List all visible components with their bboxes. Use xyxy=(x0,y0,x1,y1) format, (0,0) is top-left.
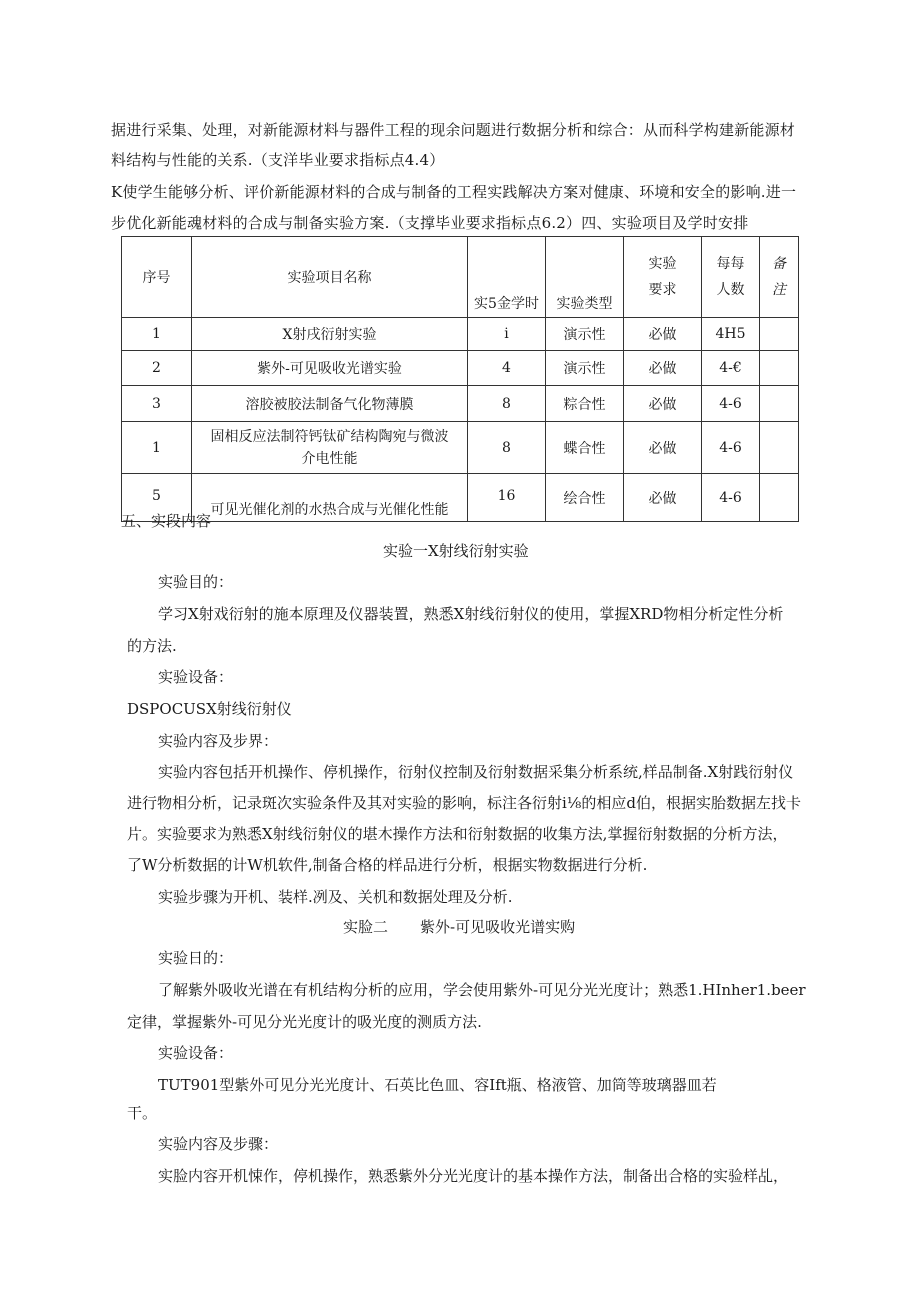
cell-hours: 16 xyxy=(468,474,546,522)
cell-req: 必做 xyxy=(624,422,702,474)
exp2-purpose-line1: 了解紫外吸收光谱在有机结构分析的应用，学会使用紫外-可见分光光度计；熟悉1.HInher1.beer xyxy=(158,981,806,999)
cell-type: 演示性 xyxy=(546,318,624,351)
table-row xyxy=(122,351,799,386)
cell-hours: i xyxy=(468,318,546,351)
header-requirement-line1: 实验 xyxy=(648,256,677,272)
exp2-title-name: 紫外-可见吸收光谱实购 xyxy=(420,918,576,936)
intro-line-2: 料结构与性能的关系.（支洋毕业要求指标点4.4） xyxy=(111,151,445,169)
exp2-content-line1: 实脸内容开机悚作，停机操作，熟悉紫外分光光度计的基本操作方法，制备出合格的实验样乩， xyxy=(158,1167,789,1185)
cell-seq: 5 xyxy=(122,474,192,522)
cell-remark xyxy=(760,351,799,386)
header-name: 实验项目名称 xyxy=(192,237,468,318)
header-people-line2: 人数 xyxy=(716,282,745,298)
header-remark-line1: 备 xyxy=(772,256,786,272)
header-seq: 序号 xyxy=(122,237,192,318)
cell-type: 演示性 xyxy=(546,351,624,386)
cell-people: 4-€ xyxy=(702,351,760,386)
exp2-purpose-label: 实验日的： xyxy=(158,949,234,967)
cell-req: 必做 xyxy=(624,351,702,386)
exp1-equipment: DSPOCUSX射线衍射仪 xyxy=(127,700,292,718)
exp1-steps: 实验步骤为开机、装样.冽及、关机和数据处理及分析. xyxy=(158,888,513,906)
cell-remark xyxy=(760,318,799,351)
cell-name: 紫外-可见吸收光谱实验 xyxy=(192,351,468,386)
cell-name: X射戌衍射实验 xyxy=(192,318,468,351)
cell-type: 蝶合性 xyxy=(546,422,624,474)
table-row xyxy=(122,474,799,522)
cell-name: 溶胶被胶法制备气化物薄膜 xyxy=(192,386,468,422)
table-header-row xyxy=(122,237,799,318)
cell-people: 4H5 xyxy=(702,318,760,351)
cell-seq: 3 xyxy=(122,386,192,422)
cell-name-line1: 固相反应法制符钙钛矿结构陶宛与微波 xyxy=(210,428,449,445)
cell-name xyxy=(192,422,468,474)
header-requirement xyxy=(624,237,702,318)
cell-type: 粽合性 xyxy=(546,386,624,422)
section-heading: 五、实段内容 xyxy=(121,512,212,530)
cell-seq: 2 xyxy=(122,351,192,386)
intro-line-1: 据进行采集、处理，对新能源材料与器件工程的现余问题进行数据分析和综合：从而科学构建新能源材 xyxy=(111,121,796,139)
intro-line-4: 步优化新能魂材料的合成与制备实验方案.（支撑毕业要求指标点6.2）四、实验项目及学时安排 xyxy=(111,214,749,232)
exp1-purpose-line2: 的方法. xyxy=(127,637,177,655)
exp1-title: 实验一X射线衍射实验 xyxy=(383,542,529,560)
exp1-content-label: 实验内容及步界： xyxy=(158,732,279,750)
exp1-equipment-label: 实验设备： xyxy=(158,668,234,686)
cell-req: 必做 xyxy=(624,474,702,522)
exp1-purpose-line1: 学习X射戏衍射的施本原理及仪器装置，熟悉X射线衍射仪的使用，掌握XRD物相分析定性分析 xyxy=(158,605,784,623)
cell-name-line2: 介电性能 xyxy=(301,450,358,467)
cell-seq: 1 xyxy=(122,318,192,351)
header-people-line1: 每每 xyxy=(716,256,745,272)
exp2-purpose-line2: 定律，掌握紫外-可见分光光度计的吸光度的测质方法. xyxy=(127,1013,482,1031)
exp2-equipment-label: 实验设备： xyxy=(158,1044,234,1062)
intro-line-3: K使学生能够分析、评价新能源材料的合成与制备的工程实践解决方案对健康、环境和安全的影响.进一 xyxy=(111,183,797,201)
cell-remark xyxy=(760,474,799,522)
exp1-content-line2: 进行物相分析，记录斑次实验条件及其对实验的影响，标注各衍射i⅛的相应d伯，根据实胎数据左找卡 xyxy=(127,794,801,812)
exp1-content-line4: 了W分析数据的计W机软件,制备合格的样品进行分析，根据实物数据进行分析. xyxy=(127,856,648,874)
header-hours: 实5金学时 xyxy=(468,237,546,318)
exp1-purpose-label: 实验目的： xyxy=(158,573,234,591)
exp1-content-line3: 片。实验要求为熟悉X射线衍射仪的堪木操作方法和衍射数据的收集方法,掌握衍射数据的分析方法， xyxy=(127,825,788,843)
cell-type: 绘合性 xyxy=(546,474,624,522)
cell-people: 4-6 xyxy=(702,474,760,522)
cell-hours: 8 xyxy=(468,422,546,474)
header-requirement-line2: 要求 xyxy=(648,282,677,298)
table-row xyxy=(122,422,799,474)
table-row xyxy=(122,318,799,351)
exp2-equipment-line2: 干。 xyxy=(127,1104,158,1122)
exp1-content-line1: 实验内容包括开机操作、停机操作，衍射仪控制及衍射数据采集分析系统,样品制备.X射践衍射仪 xyxy=(158,763,794,781)
cell-req: 必做 xyxy=(624,386,702,422)
header-remark xyxy=(760,237,799,318)
cell-name: 可见光催化剂的水热合成与光催化性能 xyxy=(192,474,468,522)
exp2-content-label: 实验内容及步骤： xyxy=(158,1135,279,1153)
cell-people: 4-6 xyxy=(702,386,760,422)
cell-people: 4-6 xyxy=(702,422,760,474)
header-remark-line2: 注 xyxy=(772,282,786,298)
cell-remark xyxy=(760,422,799,474)
exp2-title-number: 实脸二 xyxy=(343,918,389,936)
header-type: 实验类型 xyxy=(546,237,624,318)
cell-hours: 8 xyxy=(468,386,546,422)
header-people xyxy=(702,237,760,318)
cell-remark xyxy=(760,386,799,422)
exp2-equipment-line1: TUT901型紫外可见分光光度计、石英比色皿、容Ift瓶、格液管、加筒等玻璃器皿若 xyxy=(158,1076,717,1094)
cell-hours: 4 xyxy=(468,351,546,386)
table-row xyxy=(122,386,799,422)
cell-seq: 1 xyxy=(122,422,192,474)
experiment-schedule-table xyxy=(121,236,799,522)
cell-req: 必做 xyxy=(624,318,702,351)
